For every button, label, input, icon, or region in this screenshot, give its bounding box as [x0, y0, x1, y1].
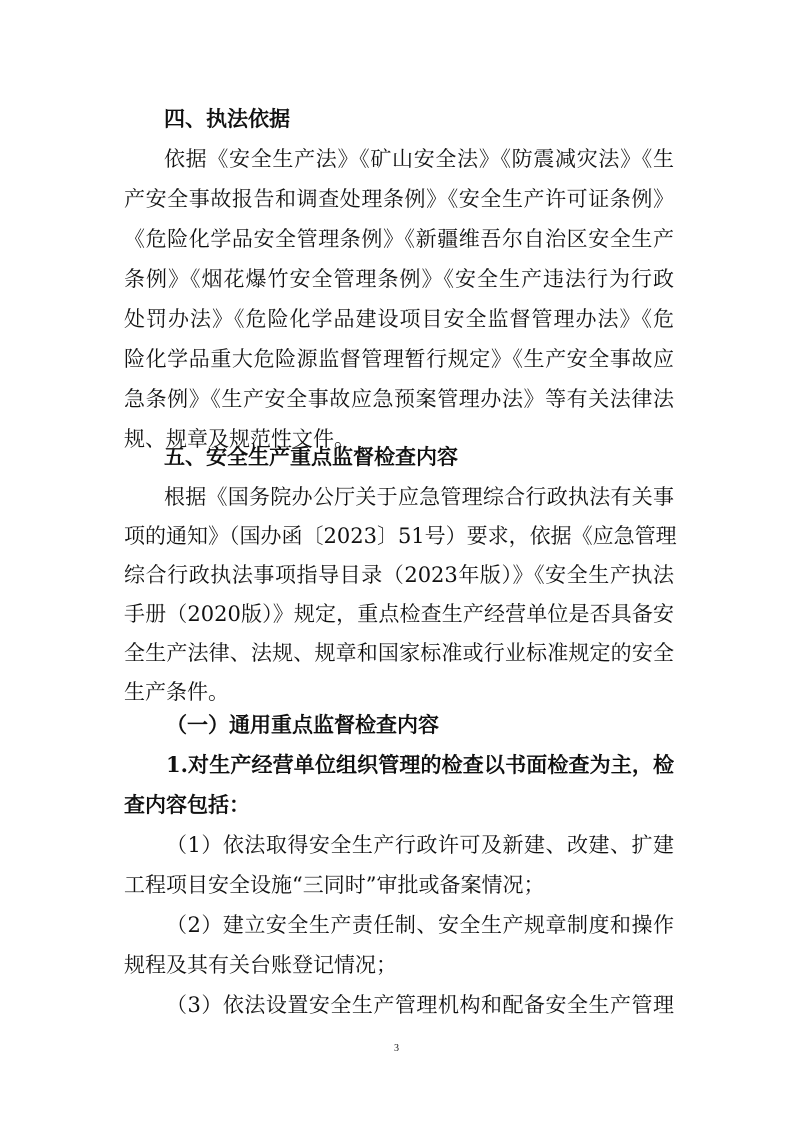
key-inspection-line-2: 项的通知》（国办函〔2023〕51号）要求，依据《应急管理	[124, 524, 677, 548]
key-inspection-line-1: 根据《国务院办公厅关于应急管理综合行政执法有关事	[164, 485, 674, 509]
inspection-item-3-line-1: （3）依法设置安全生产管理机构和配备安全生产管理	[166, 993, 674, 1017]
law-basis-line-8: 规、规章及规范性文件。	[124, 427, 355, 451]
law-basis-line-6: 险化学品重大危险源监督管理暂行规定》《生产安全事故应	[124, 347, 674, 371]
item-one-line-2: 查内容包括：	[124, 792, 250, 817]
inspection-item-1-line-2: 工程项目安全设施“三同时”审批或备案情况；	[124, 873, 545, 897]
page-number: 3	[394, 1043, 399, 1054]
inspection-item-2-line-1: （2）建立安全生产责任制、安全生产规章制度和操作	[166, 913, 674, 937]
law-basis-line-1: 依据《安全生产法》《矿山安全法》《防震减灾法》《生	[164, 147, 674, 171]
law-basis-line-3: 《危险化学品安全管理条例》《新疆维吾尔自治区安全生产	[124, 227, 674, 251]
section-heading-key-inspection: 五、安全生产重点监督检查内容	[164, 445, 458, 469]
key-inspection-line-4: 手册（2020版）》规定，重点检查生产经营单位是否具备安	[124, 602, 674, 626]
section-heading-law-basis: 四、执法依据	[164, 107, 290, 131]
subsection-heading-general-inspection: （一）通用重点监督检查内容	[166, 713, 439, 737]
key-inspection-line-3: 综合行政执法事项指导目录（2023年版）》《安全生产执法	[124, 563, 674, 587]
inspection-item-2-line-2: 规程及其有关台账登记情况；	[124, 953, 397, 977]
key-inspection-line-5: 全生产法律、法规、规章和国家标准或行业标准规定的安全	[124, 641, 674, 665]
item-one-line-1: 1.对生产经营单位组织管理的检查以书面检查为主，检	[166, 752, 674, 777]
law-basis-line-4: 条例》《烟花爆竹安全管理条例》《安全生产违法行为行政	[124, 267, 674, 291]
law-basis-line-7: 急条例》《生产安全事故应急预案管理办法》等有关法律法	[124, 387, 674, 411]
inspection-item-1-line-1: （1）依法取得安全生产行政许可及新建、改建、扩建	[166, 833, 674, 857]
key-inspection-line-6: 生产条件。	[124, 680, 229, 704]
law-basis-line-5: 处罚办法》《危险化学品建设项目安全监督管理办法》《危	[124, 307, 674, 331]
law-basis-line-2: 产安全事故报告和调查处理条例》《安全生产许可证条例》	[124, 187, 674, 211]
